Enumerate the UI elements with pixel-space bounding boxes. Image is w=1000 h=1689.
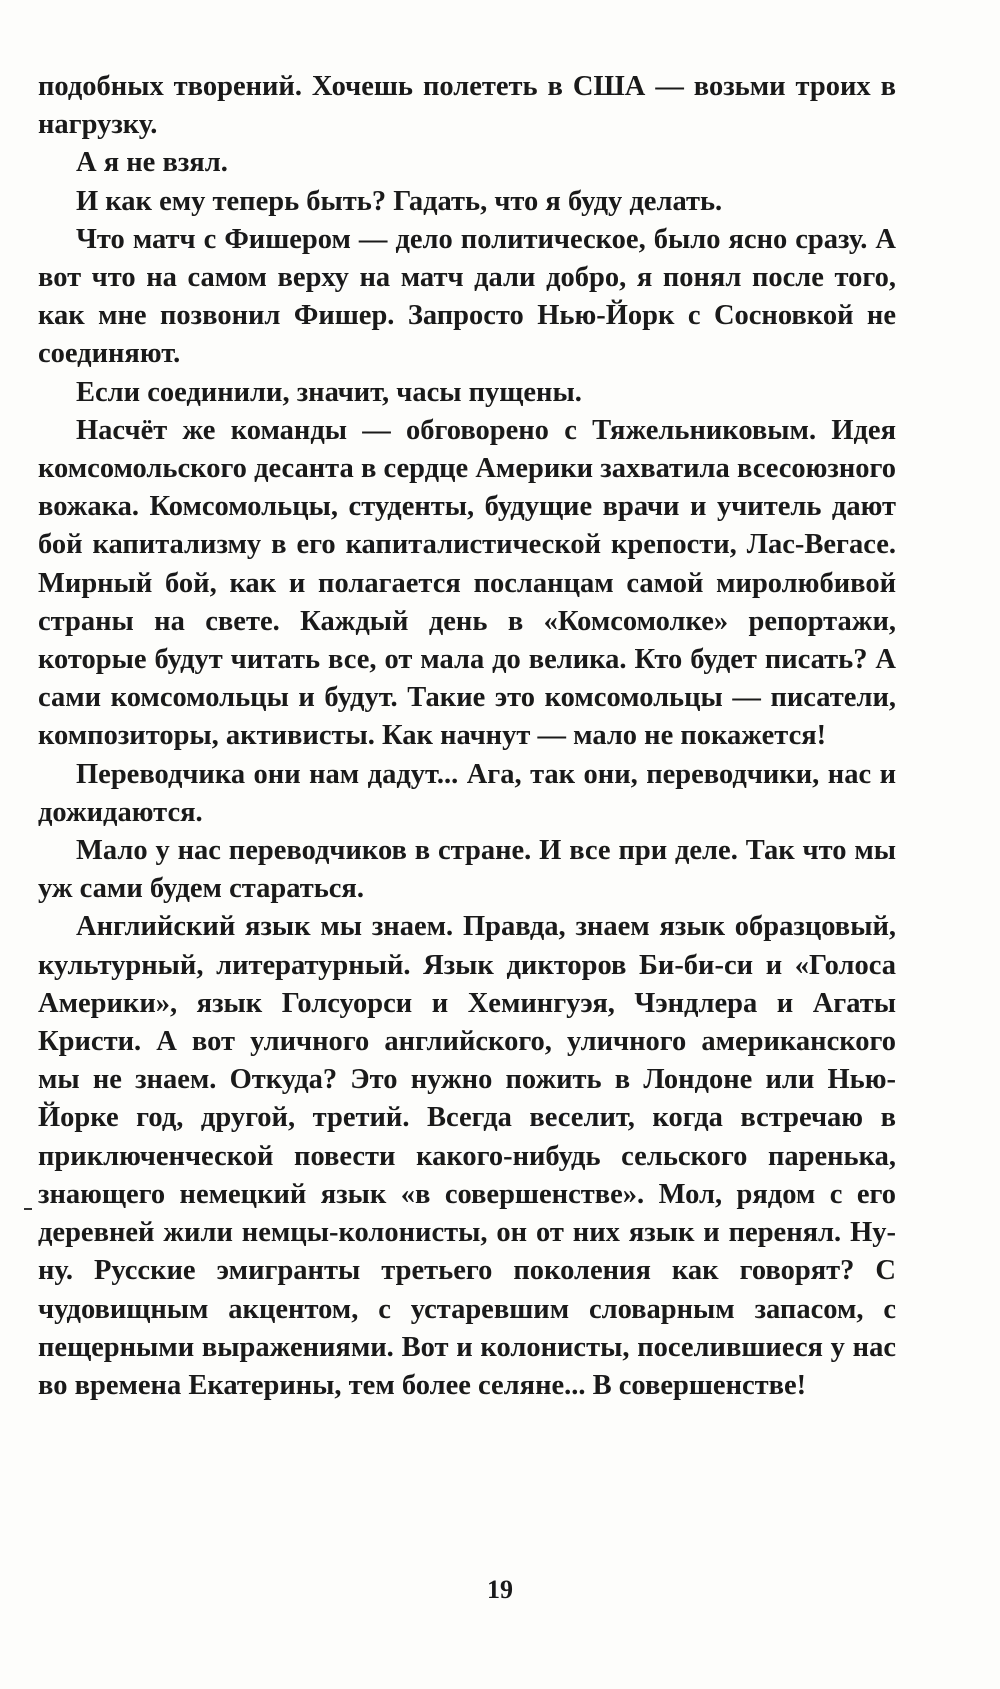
body-text <box>38 68 896 1405</box>
paragraph-continuation: подобных творений. Хочешь полететь в США — возьми троих в нагрузку. <box>38 71 896 141</box>
page-number: 19 <box>487 1575 513 1604</box>
margin-mark <box>24 1208 32 1210</box>
paragraph: Английский язык мы знаем. Правда, знаем язык образцовый, культурный, литературный. Язык дикторов Би-би-си и «Голоса Америки», язык Голсуорси и Хемингуэя, Чэндлера и Агаты Кристи. А вот уличного английского, уличного американского мы не знаем. Откуда? Это нужно пожить в Лондоне или Нью-Йорке год, другой, третий. Всегда веселит, когда встречаю в приключенческой повести какого-нибудь сельского паренька, знающего немецкий язык «в совершенстве». Мол, рядом с его деревней жили немцы-колонисты, он от них язык и перенял. Ну-ну. Русские эмигранты третьего поколения как говорят? С чудовищным акцентом, с устаревшим словарным запасом, с пещерными выражениями. Вот и колонисты, поселившиеся у нас во времена Екатерины, тем более селяне... В совершенстве! <box>38 911 896 1401</box>
paragraph: Переводчика они нам дадут... Ага, так они, переводчики, нас и дожидаются. <box>38 758 896 828</box>
paragraph: Мало у нас переводчиков в стране. И все при деле. Так что мы уж сами будем стараться. <box>38 835 896 905</box>
paragraph: Если соединили, значит, часы пущены. <box>76 376 582 408</box>
paragraph: И как ему теперь быть? Гадать, что я буду делать. <box>76 185 723 217</box>
paragraph: А я не взял. <box>76 147 228 179</box>
paragraph: Что матч с Фишером — дело политическое, было ясно сразу. А вот что на самом верху на матч дали добро, я понял после того, как мне позвонил Фишер. Запросто Нью-Йорк с Сосновкой не соединяют. <box>38 223 896 370</box>
paragraph: Насчёт же команды — обговорено с Тяжельниковым. Идея комсомольского десанта в сердце Америки захватила всесоюзного вожака. Комсомольцы, студенты, будущие врачи и учитель дают бой капитализму в его капиталистической крепости, Лас-Вегасе. Мирный бой, как и полагается посланцам самой миролюбивой страны на свете. Каждый день в «Комсомолке» репортажи, которые будут читать все, от мала до велика. Кто будет писать? А сами комсомольцы и будут. Такие это комсомольцы — писатели, композиторы, активисты. Как начнут — мало не покажется! <box>38 414 896 752</box>
